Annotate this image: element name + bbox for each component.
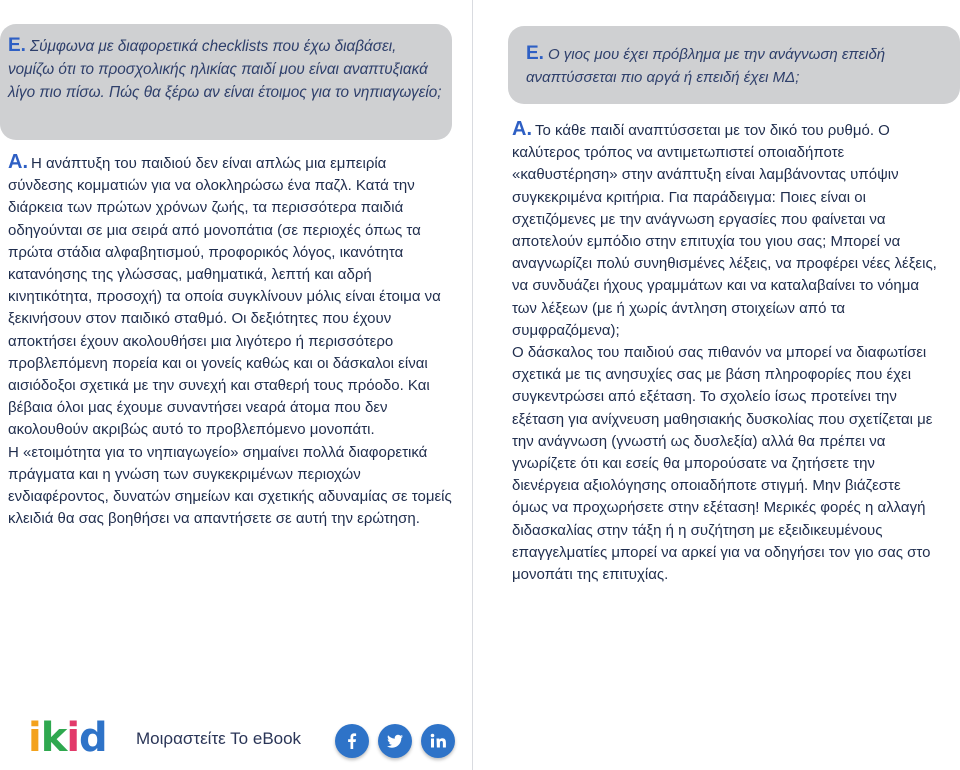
twitter-icon[interactable] [378,724,412,758]
column-divider [472,0,473,770]
answer-right [512,118,938,586]
answer-paragraph: Ο δάσκαλος του παιδιού σας πιθανόν να μπορεί να διαφωτίσει σχετικά με τις ανησυχίες σας με βάση πληροφορίες που έχει συγκεντρώσει από εξέταση. Το σχολείο ίσως προτείνει την εξέταση για ανίχνευση μαθησιακής δυσκολίας που σχετίζεται με την ανάγνωση (γνωστή ως δυσλεξία) αλλά θα πρέπει να γνωρίζετε ότι και εσείς θα μπορούσατε να ζητήσετε την διενέργεια αξιολόγησης οποιαδήποτε στιγμή. Μην βιάζεστε όμως να προχωρήσετε στην εξέταση! Μερικές φορές η αλλαγή διδασκαλίας στην τάξη ή η συζήτηση με εξειδικευμένους επαγγελματίες μπορεί να αρκεί για να οδηγήσει τον γιο σας στο μονοπάτι της επιτυχίας. [512,344,933,584]
answer-marker-right: Α. [512,118,532,140]
answer-paragraph [8,151,452,442]
question-left [8,34,442,104]
answer-left [8,151,452,530]
answer-paragraph: Η «ετοιμότητα για το νηπιαγωγείο» σημαίνει πολλά διαφορετικά πράγματα και η γνώση των συγκεκριμένων περιοχών ενδιαφέροντος, δυνατών σημείων και σχετικής αδυναμίας σε τομείς κλειδιά θα σας βοηθήσει να απαντήσετε σε αυτή την ερώτηση. [8,443,452,528]
ikid-logo[interactable]: ikid [28,715,107,761]
answer-text: Το κάθε παιδί αναπτύσσεται με τον δικό του ρυθμό. Ο καλύτερος τρόπος να αντιμετωπιστεί οποιαδήποτε «καθυστέρηση» στην ανάπτυξη είναι λαμβάνοντας υπόψιν συγκεκριμένα κριτήρια. Για παράδειγμα: Ποιες είναι οι σχετιζόμενες με την ανάγνωση εργασίες που φαίνεται να αποτελούν εμπόδιο στην επιτυχία του γιου σας; Μπορεί να αναγνωρίζει πολύ συνηθισμένες λέξεις, να προφέρει νέες λέξεις, να συνδυάζει ήχους γραμμάτων και να καταλαβαίνει το νόημα των λέξεων (με ή χωρίς άντληση στοιχείων από τα συμφραζόμενα); [512,122,937,339]
question-box-right [508,26,960,104]
linkedin-icon[interactable] [421,724,455,758]
answer-marker-left: Α. [8,151,28,173]
question-marker-left: Ε. [8,35,26,56]
question-text-left: Σύμφωνα με διαφορετικά checklists που έχω διαβάσει, νομίζω ότι το προσχολικής ηλικίας παιδί μου είναι αναπτυξιακά λίγο πιο πίσω. Πώς θα ξέρω αν είναι έτοιμος για το νηπιαγωγείο; [8,38,442,101]
facebook-icon[interactable] [335,724,369,758]
question-marker-right: Ε. [526,43,544,64]
question-text-right: Ο γιος μου έχει πρόβλημα με την ανάγνωση επειδή αναπτύσσεται πιο αργά ή επειδή έχει ΜΔ; [526,46,886,86]
question-box-left [0,24,452,140]
answer-text: Η ανάπτυξη του παιδιού δεν είναι απλώς μια εμπειρία σύνδεσης κομματιών για να ολοκληρώσω ένα παζλ. Κατά την διάρκεια των πρώτων χρόνων ζωής, τα περισσότερα παιδιά οδηγούνται σε μια σειρά από μονοπάτια (σε περιοχές όπως τα πρώτα στάδια αλφαβητισμού, προφορικός λόγος, ικανότητα κατανόησης της γλώσσας, μαθηματικά, λεπτή και αδρή κινητικότητα, προσοχή) τα οποία συγκλίνουν μόλις είναι έτοιμα να ξεκινήσουν στον παιδικό σταθμό. Οι δεξιότητες που έχουν αποκτήσει έχουν ακολουθήσει μια λιγότερο ή περισσότερο προβλεπόμενη πορεία και οι γονείς καθώς και οι δάσκαλοι είναι αισιόδοξοι σχετικά με την συνεχή και σταθερή τους πρόοδο. Και βέβαια όλοι μας έχουμε συναντήσει νεαρά άτομα που δεν ακολουθούν ακριβώς αυτό το προβλεπόμενο μονοπάτι. [8,155,441,439]
question-right [526,42,950,89]
share-ebook-label: Μοιραστείτε Το eBook [136,729,302,748]
answer-paragraph [512,118,938,342]
